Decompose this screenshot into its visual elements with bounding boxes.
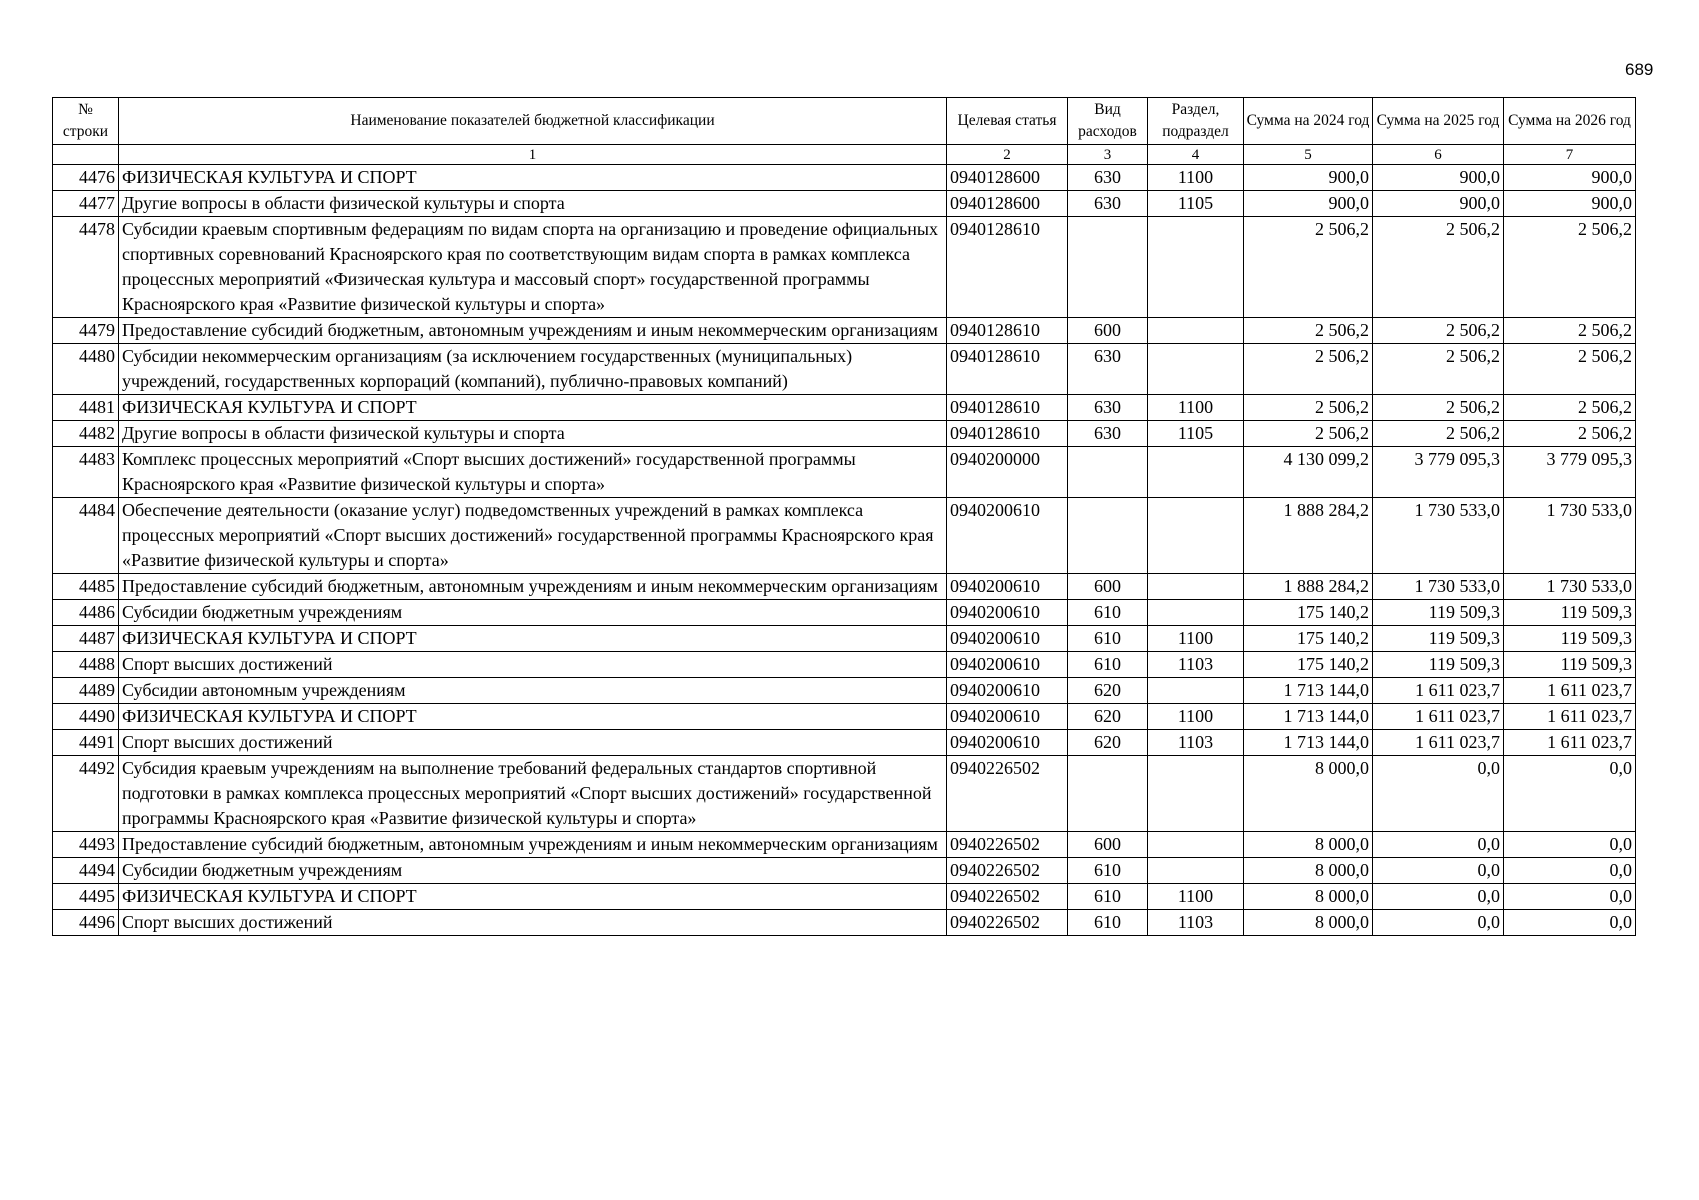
sum-2025: 0,0	[1373, 910, 1504, 936]
sum-2026: 119 509,3	[1504, 600, 1636, 626]
sum-2026: 2 506,2	[1504, 318, 1636, 344]
sum-2025: 1 611 023,7	[1373, 678, 1504, 704]
sum-2024: 175 140,2	[1244, 600, 1373, 626]
table-row	[53, 344, 1636, 395]
row-number: 4480	[53, 344, 119, 395]
section-code	[1148, 858, 1244, 884]
expense-kind: 620	[1068, 678, 1148, 704]
row-number: 4489	[53, 678, 119, 704]
sum-2025: 2 506,2	[1373, 421, 1504, 447]
sum-2026: 1 730 533,0	[1504, 574, 1636, 600]
expense-kind: 620	[1068, 704, 1148, 730]
sum-2025: 900,0	[1373, 191, 1504, 217]
row-number: 4487	[53, 626, 119, 652]
expense-kind: 630	[1068, 421, 1148, 447]
header-target-article: Целевая статья	[947, 98, 1068, 145]
table-row	[53, 678, 1636, 704]
expense-kind: 600	[1068, 832, 1148, 858]
column-number-row	[53, 145, 1636, 165]
sum-2025: 0,0	[1373, 832, 1504, 858]
expense-kind	[1068, 756, 1148, 832]
sum-2024: 1 713 144,0	[1244, 704, 1373, 730]
expense-kind: 630	[1068, 395, 1148, 421]
target-article: 0940200610	[947, 600, 1068, 626]
table-row	[53, 447, 1636, 498]
target-article: 0940226502	[947, 756, 1068, 832]
target-article: 0940226502	[947, 832, 1068, 858]
section-code: 1105	[1148, 191, 1244, 217]
target-article: 0940200610	[947, 626, 1068, 652]
sum-2026: 1 611 023,7	[1504, 704, 1636, 730]
table-row	[53, 756, 1636, 832]
expense-kind: 630	[1068, 165, 1148, 191]
table-row	[53, 730, 1636, 756]
sum-2025: 1 730 533,0	[1373, 498, 1504, 574]
indicator-name: ФИЗИЧЕСКАЯ КУЛЬТУРА И СПОРТ	[119, 704, 947, 730]
row-number: 4491	[53, 730, 119, 756]
section-code: 1100	[1148, 884, 1244, 910]
section-code: 1100	[1148, 395, 1244, 421]
section-code: 1103	[1148, 730, 1244, 756]
target-article: 0940128610	[947, 318, 1068, 344]
table-row	[53, 704, 1636, 730]
indicator-name: Обеспечение деятельности (оказание услуг) подведомственных учреждений в рамках комплекса процессных мероприятий «Спорт высших достижений» государственной программы Красноярского края «Развитие физической культуры и спорта»	[119, 498, 947, 574]
sum-2025: 119 509,3	[1373, 600, 1504, 626]
row-number: 4488	[53, 652, 119, 678]
sum-2026: 0,0	[1504, 756, 1636, 832]
target-article: 0940128610	[947, 395, 1068, 421]
expense-kind: 610	[1068, 858, 1148, 884]
sum-2025: 0,0	[1373, 858, 1504, 884]
row-number: 4478	[53, 217, 119, 318]
table-row	[53, 652, 1636, 678]
section-code: 1100	[1148, 704, 1244, 730]
section-code: 1103	[1148, 910, 1244, 936]
target-article: 0940226502	[947, 910, 1068, 936]
indicator-name: Субсидии краевым спортивным федерациям по видам спорта на организацию и проведение официальных спортивных соревнований Красноярского края по соответствующим видам спорта в рамках комплекса процессных мероприятий «Физическая культура и массовый спорт» государственной программы Красноярского края «Развитие физической культуры и спорта»	[119, 217, 947, 318]
sum-2024: 2 506,2	[1244, 344, 1373, 395]
row-number: 4493	[53, 832, 119, 858]
row-number: 4476	[53, 165, 119, 191]
sum-2025: 3 779 095,3	[1373, 447, 1504, 498]
sum-2024: 8 000,0	[1244, 858, 1373, 884]
indicator-name: Субсидии бюджетным учреждениям	[119, 600, 947, 626]
section-code	[1148, 447, 1244, 498]
row-number: 4494	[53, 858, 119, 884]
indicator-name: ФИЗИЧЕСКАЯ КУЛЬТУРА И СПОРТ	[119, 626, 947, 652]
table-row	[53, 191, 1636, 217]
expense-kind: 630	[1068, 344, 1148, 395]
section-code	[1148, 217, 1244, 318]
table-row	[53, 832, 1636, 858]
row-number: 4479	[53, 318, 119, 344]
sum-2025: 1 611 023,7	[1373, 704, 1504, 730]
sum-2024: 8 000,0	[1244, 756, 1373, 832]
expense-kind	[1068, 498, 1148, 574]
indicator-name: Другие вопросы в области физической культуры и спорта	[119, 191, 947, 217]
section-code: 1100	[1148, 626, 1244, 652]
indicator-name: Субсидии некоммерческим организациям (за исключением государственных (муниципальных) учреждений, государственных корпораций (компаний), публично-правовых компаний)	[119, 344, 947, 395]
sum-2024: 8 000,0	[1244, 910, 1373, 936]
sum-2024: 8 000,0	[1244, 832, 1373, 858]
sum-2025: 0,0	[1373, 884, 1504, 910]
expense-kind: 630	[1068, 191, 1148, 217]
expense-kind: 610	[1068, 884, 1148, 910]
target-article: 0940128600	[947, 165, 1068, 191]
sum-2026: 1 611 023,7	[1504, 678, 1636, 704]
section-code	[1148, 574, 1244, 600]
table-row	[53, 574, 1636, 600]
section-code	[1148, 498, 1244, 574]
expense-kind: 620	[1068, 730, 1148, 756]
indicator-name: ФИЗИЧЕСКАЯ КУЛЬТУРА И СПОРТ	[119, 395, 947, 421]
sum-2025: 119 509,3	[1373, 652, 1504, 678]
table-row	[53, 600, 1636, 626]
table-row	[53, 910, 1636, 936]
expense-kind	[1068, 447, 1148, 498]
sum-2026: 900,0	[1504, 165, 1636, 191]
header-sum-2026: Сумма на 2026 год	[1504, 98, 1636, 145]
row-number: 4492	[53, 756, 119, 832]
target-article: 0940200000	[947, 447, 1068, 498]
table-body	[53, 165, 1636, 936]
expense-kind: 610	[1068, 910, 1148, 936]
sum-2024: 2 506,2	[1244, 217, 1373, 318]
row-number: 4481	[53, 395, 119, 421]
indicator-name: Предоставление субсидий бюджетным, автономным учреждениям и иным некоммерческим организациям	[119, 574, 947, 600]
target-article: 0940226502	[947, 884, 1068, 910]
table-row	[53, 217, 1636, 318]
column-number	[53, 145, 119, 165]
table-row	[53, 395, 1636, 421]
header-sum-2024: Сумма на 2024 год	[1244, 98, 1373, 145]
target-article: 0940128600	[947, 191, 1068, 217]
sum-2024: 1 713 144,0	[1244, 678, 1373, 704]
section-code: 1103	[1148, 652, 1244, 678]
sum-2024: 4 130 099,2	[1244, 447, 1373, 498]
indicator-name: ФИЗИЧЕСКАЯ КУЛЬТУРА И СПОРТ	[119, 165, 947, 191]
sum-2026: 3 779 095,3	[1504, 447, 1636, 498]
sum-2024: 1 713 144,0	[1244, 730, 1373, 756]
sum-2025: 2 506,2	[1373, 318, 1504, 344]
sum-2026: 900,0	[1504, 191, 1636, 217]
section-code	[1148, 318, 1244, 344]
sum-2024: 2 506,2	[1244, 421, 1373, 447]
column-number: 2	[947, 145, 1068, 165]
sum-2026: 0,0	[1504, 832, 1636, 858]
section-code	[1148, 678, 1244, 704]
indicator-name: Спорт высших достижений	[119, 652, 947, 678]
table-row	[53, 318, 1636, 344]
column-number: 4	[1148, 145, 1244, 165]
sum-2026: 119 509,3	[1504, 652, 1636, 678]
sum-2024: 900,0	[1244, 165, 1373, 191]
section-code	[1148, 832, 1244, 858]
column-number: 5	[1244, 145, 1373, 165]
column-number: 1	[119, 145, 947, 165]
table-row	[53, 498, 1636, 574]
page-number: 689	[1625, 60, 1654, 79]
indicator-name: ФИЗИЧЕСКАЯ КУЛЬТУРА И СПОРТ	[119, 884, 947, 910]
budget-table	[52, 97, 1636, 936]
table-row	[53, 421, 1636, 447]
indicator-name: Субсидии автономным учреждениям	[119, 678, 947, 704]
sum-2026: 2 506,2	[1504, 421, 1636, 447]
row-number: 4496	[53, 910, 119, 936]
expense-kind: 600	[1068, 574, 1148, 600]
table-row	[53, 165, 1636, 191]
expense-kind: 610	[1068, 600, 1148, 626]
target-article: 0940128610	[947, 217, 1068, 318]
indicator-name: Комплекс процессных мероприятий «Спорт высших достижений» государственной программы Красноярского края «Развитие физической культуры и спорта»	[119, 447, 947, 498]
sum-2025: 1 611 023,7	[1373, 730, 1504, 756]
sum-2026: 2 506,2	[1504, 344, 1636, 395]
row-number: 4495	[53, 884, 119, 910]
sum-2025: 119 509,3	[1373, 626, 1504, 652]
expense-kind: 600	[1068, 318, 1148, 344]
expense-kind: 610	[1068, 652, 1148, 678]
target-article: 0940200610	[947, 574, 1068, 600]
section-code	[1148, 756, 1244, 832]
row-number: 4485	[53, 574, 119, 600]
sum-2024: 2 506,2	[1244, 395, 1373, 421]
header-row	[53, 98, 1636, 145]
header-section: Раздел, подраздел	[1148, 98, 1244, 145]
sum-2024: 175 140,2	[1244, 626, 1373, 652]
section-code	[1148, 600, 1244, 626]
header-row-number: № строки	[53, 98, 119, 145]
target-article: 0940128610	[947, 344, 1068, 395]
indicator-name: Субсидия краевым учреждениям на выполнение требований федеральных стандартов спортивной подготовки в рамках комплекса процессных мероприятий «Спорт высших достижений» государственной программы Красноярского края «Развитие физической культуры и спорта»	[119, 756, 947, 832]
sum-2024: 2 506,2	[1244, 318, 1373, 344]
table-row	[53, 884, 1636, 910]
section-code	[1148, 344, 1244, 395]
sum-2025: 0,0	[1373, 756, 1504, 832]
expense-kind: 610	[1068, 626, 1148, 652]
target-article: 0940200610	[947, 498, 1068, 574]
sum-2024: 175 140,2	[1244, 652, 1373, 678]
expense-kind	[1068, 217, 1148, 318]
sum-2026: 1 611 023,7	[1504, 730, 1636, 756]
sum-2026: 2 506,2	[1504, 217, 1636, 318]
sum-2026: 2 506,2	[1504, 395, 1636, 421]
row-number: 4484	[53, 498, 119, 574]
sum-2024: 1 888 284,2	[1244, 498, 1373, 574]
row-number: 4482	[53, 421, 119, 447]
indicator-name: Предоставление субсидий бюджетным, автономным учреждениям и иным некоммерческим организациям	[119, 318, 947, 344]
row-number: 4490	[53, 704, 119, 730]
indicator-name: Предоставление субсидий бюджетным, автономным учреждениям и иным некоммерческим организациям	[119, 832, 947, 858]
indicator-name: Спорт высших достижений	[119, 910, 947, 936]
indicator-name: Другие вопросы в области физической культуры и спорта	[119, 421, 947, 447]
target-article: 0940226502	[947, 858, 1068, 884]
sum-2026: 0,0	[1504, 910, 1636, 936]
column-number: 3	[1068, 145, 1148, 165]
target-article: 0940200610	[947, 730, 1068, 756]
column-number: 7	[1504, 145, 1636, 165]
row-number: 4483	[53, 447, 119, 498]
header-sum-2025: Сумма на 2025 год	[1373, 98, 1504, 145]
section-code: 1105	[1148, 421, 1244, 447]
target-article: 0940128610	[947, 421, 1068, 447]
section-code: 1100	[1148, 165, 1244, 191]
sum-2025: 2 506,2	[1373, 344, 1504, 395]
sum-2026: 119 509,3	[1504, 626, 1636, 652]
indicator-name: Субсидии бюджетным учреждениям	[119, 858, 947, 884]
sum-2026: 0,0	[1504, 884, 1636, 910]
target-article: 0940200610	[947, 678, 1068, 704]
sum-2025: 1 730 533,0	[1373, 574, 1504, 600]
sum-2024: 8 000,0	[1244, 884, 1373, 910]
indicator-name: Спорт высших достижений	[119, 730, 947, 756]
sum-2025: 900,0	[1373, 165, 1504, 191]
sum-2024: 1 888 284,2	[1244, 574, 1373, 600]
header-expense-kind: Вид расходов	[1068, 98, 1148, 145]
row-number: 4477	[53, 191, 119, 217]
sum-2024: 900,0	[1244, 191, 1373, 217]
sum-2026: 0,0	[1504, 858, 1636, 884]
table-row	[53, 626, 1636, 652]
target-article: 0940200610	[947, 704, 1068, 730]
row-number: 4486	[53, 600, 119, 626]
sum-2025: 2 506,2	[1373, 395, 1504, 421]
header-indicator-name: Наименование показателей бюджетной классификации	[119, 98, 947, 145]
sum-2025: 2 506,2	[1373, 217, 1504, 318]
sum-2026: 1 730 533,0	[1504, 498, 1636, 574]
table-row	[53, 858, 1636, 884]
target-article: 0940200610	[947, 652, 1068, 678]
column-number: 6	[1373, 145, 1504, 165]
